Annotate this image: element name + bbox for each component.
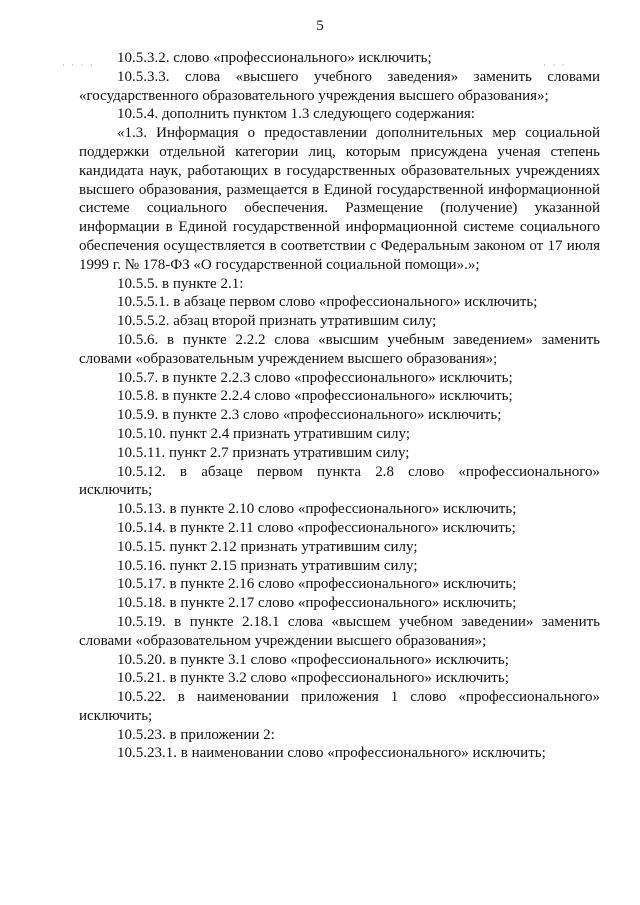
paragraph-10-5-16: 10.5.16. пункт 2.15 признать утратившим силу;	[117, 557, 418, 574]
paragraph-10-5-10: 10.5.10. пункт 2.4 признать утратившим силу;	[117, 425, 411, 442]
paragraph-10-5-7: 10.5.7. в пункте 2.2.3 слово «профессионального» исключить;	[117, 369, 513, 386]
paragraph-10-5-8: 10.5.8. в пункте 2.2.4 слово «профессионального» исключить;	[117, 388, 513, 405]
paragraph-10-5-3-2: 10.5.3.2. слово «профессионального» исключить;	[117, 50, 432, 66]
paragraph-10-5-6: 10.5.6. в пункте 2.2.2 слова «высшим учебным заведением» заменить словами «образовательным учреждением высшего образования»;	[79, 331, 600, 367]
paragraph-10-5-14: 10.5.14. в пункте 2.11 слово «профессионального» исключить;	[117, 519, 516, 536]
paragraph-10-5-3-3: 10.5.3.3. слова «высшего учебного заведения» заменить словами «государственного образовательного учреждения высшего образования»;	[79, 68, 600, 104]
paragraph-10-5-21: 10.5.21. в пункте 3.2 слово «профессионального» исключить;	[117, 670, 509, 687]
paragraph-10-5-22: 10.5.22. в наименовании приложения 1 слово «профессионального» исключить;	[79, 689, 600, 724]
paragraph-10-5-19: 10.5.19. в пункте 2.18.1 слова «высшем учебном заведении» заменить словами «образовательном учреждении высшего образования»;	[79, 613, 600, 649]
paragraph-10-5-13: 10.5.13. в пункте 2.10 слово «профессионального» исключить;	[117, 501, 517, 518]
paragraph-10-5-5-2: 10.5.5.2. абзац второй признать утратившим силу;	[117, 313, 437, 330]
paragraph-10-5-20: 10.5.20. в пункте 3.1 слово «профессионального» исключить;	[117, 651, 509, 668]
page-number: 5	[316, 18, 324, 34]
paragraph-quoted-1-3: «1.3. Информация о предоставлении дополнительных мер социальной поддержки отдельной категории лиц, которым присуждена ученая степень кандидата наук, работающих в государственных образовательных учреждениях высшего образования, размещается в Единой государственной информационной системе социального обеспечения. Размещение (получение) указанной информации в Единой государственной информационной системе социального обеспечения осуществляется в соответствии с Федеральным законом от 17 июля 1999 г. № 178-ФЗ «О государственной социальной помощи».»;	[79, 125, 600, 273]
scan-artifact-left: · · · ·	[62, 60, 95, 70]
paragraph-10-5-11: 10.5.11. пункт 2.7 признать утратившим силу;	[117, 444, 410, 461]
paragraph-10-5-18: 10.5.18. в пункте 2.17 слово «профессионального» исключить;	[117, 595, 517, 612]
paragraph-10-5-15: 10.5.15. пункт 2.12 признать утратившим силу;	[117, 538, 418, 555]
paragraph-10-5-5-1: 10.5.5.1. в абзаце первом слово «профессионального» исключить;	[117, 294, 538, 311]
paragraph-10-5-23: 10.5.23. в приложении 2:	[117, 726, 275, 743]
paragraph-10-5-5: 10.5.5. в пункте 2.1:	[117, 275, 244, 292]
paragraph-10-5-17: 10.5.17. в пункте 2.16 слово «профессионального» исключить;	[117, 576, 517, 593]
paragraph-10-5-23-1: 10.5.23.1. в наименовании слово «профессионального» исключить;	[117, 745, 546, 762]
document-body	[79, 49, 600, 763]
paragraph-10-5-12: 10.5.12. в абзаце первом пункта 2.8 слово «профессионального» исключить;	[79, 463, 600, 499]
paragraph-10-5-4: 10.5.4. дополнить пунктом 1.3 следующего содержания:	[117, 106, 475, 123]
paragraph-10-5-9: 10.5.9. в пункте 2.3 слово «профессионального» исключить;	[117, 407, 502, 424]
scan-artifact-right: · · ·	[543, 60, 567, 70]
